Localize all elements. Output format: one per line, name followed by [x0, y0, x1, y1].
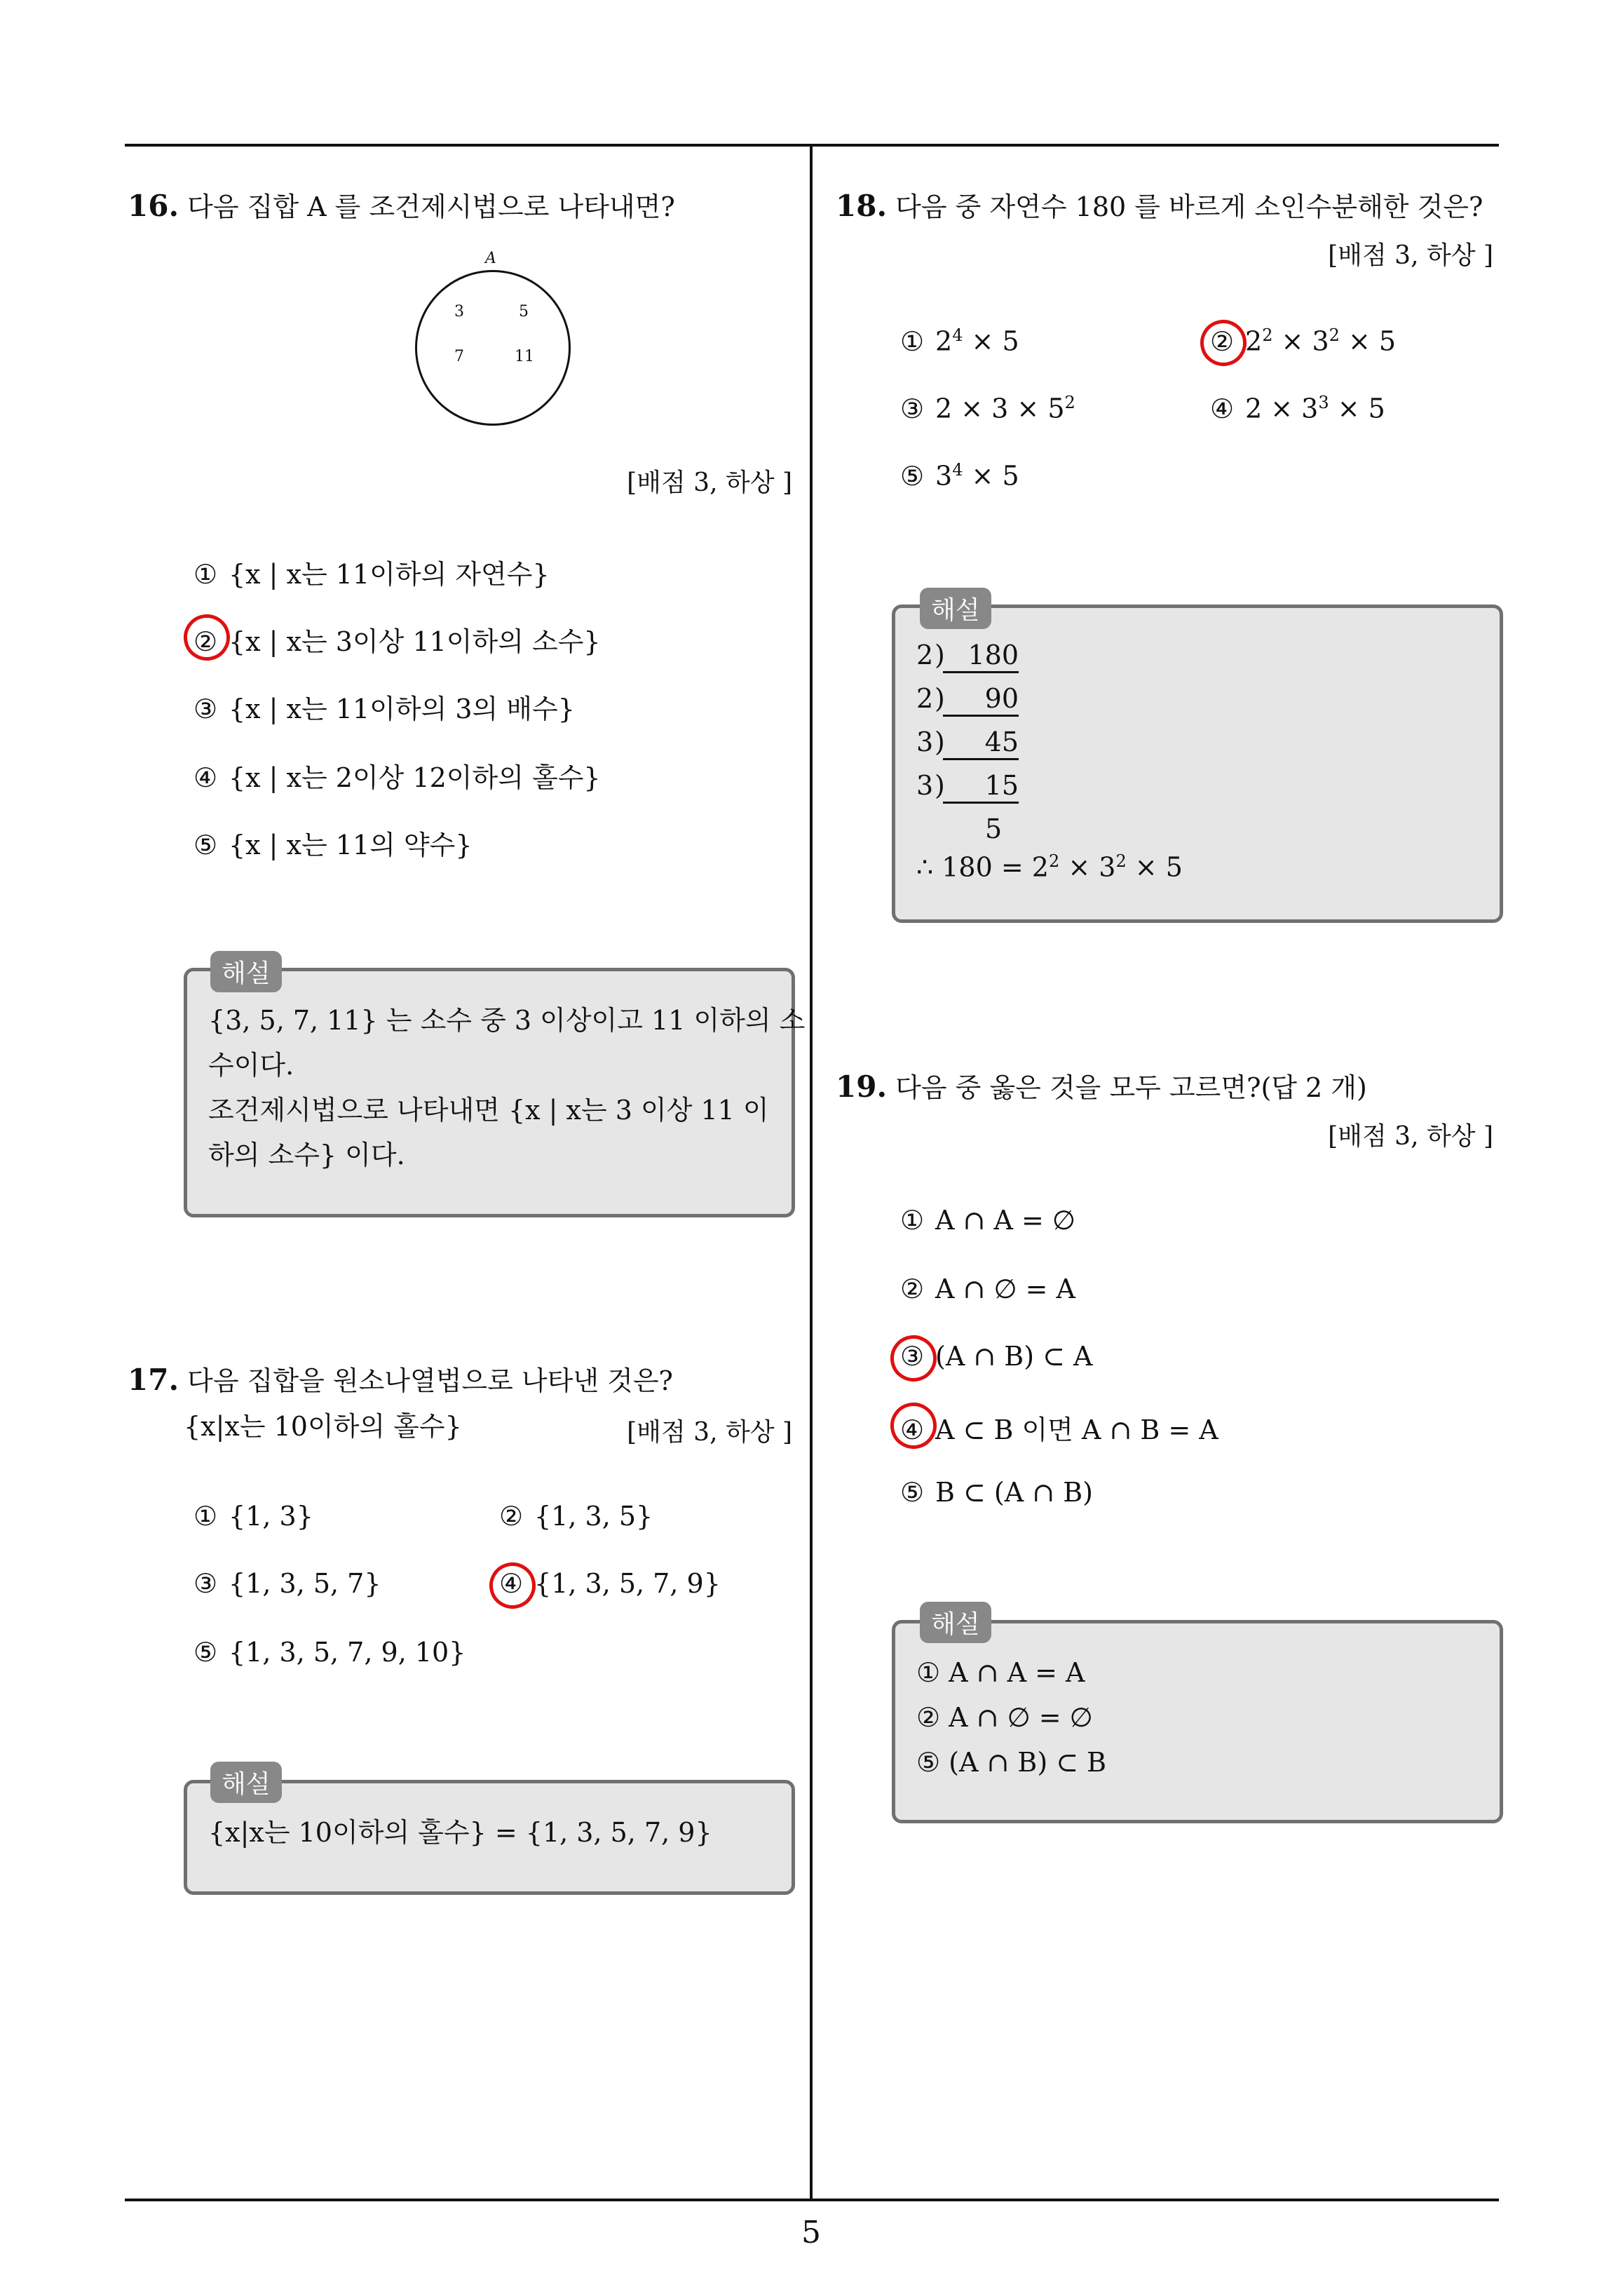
score-label: [배점 3, 하상 ] — [1328, 1122, 1493, 1151]
solution-line: ⑤ (A ∩ B) ⊂ B — [916, 1747, 1107, 1778]
option-4[interactable]: ④ A ⊂ B 이면 A ∩ B = A — [900, 1414, 1218, 1445]
solution-line: {3, 5, 7, 11} 는 소수 중 3 이상이고 11 이하의 소 — [208, 1005, 806, 1036]
solution-tab: 해설 — [210, 1762, 282, 1803]
option-1[interactable]: ① $2^4 \times 5$ — [900, 325, 1019, 357]
question-19 — [836, 1069, 1367, 1106]
column-divider — [810, 145, 813, 2200]
option-1[interactable]: ① {1, 3} — [193, 1501, 313, 1532]
division-step: 2) 180 — [916, 633, 1479, 677]
division-step: 3) 45 — [916, 720, 1479, 764]
solution-box — [892, 1620, 1503, 1823]
venn-diagram — [415, 270, 571, 426]
score-label: [배점 3, 하상 ] — [627, 468, 792, 497]
question-text: 다음 집합을 원소나열법으로 나타낸 것은? — [187, 1365, 673, 1396]
score-label: [배점 3, 하상 ] — [627, 1418, 792, 1447]
question-set: {x|x는 10이하의 홀수} — [184, 1411, 462, 1442]
solution-line: {x|x는 10이하의 홀수} = {1, 3, 5, 7, 9} — [208, 1817, 712, 1848]
option-4[interactable]: ④ $2 \times 3^3 \times 5$ — [1210, 393, 1385, 424]
question-number: 19. — [836, 1069, 888, 1104]
question-text: 다음 중 옳은 것을 모두 고르면?(답 2 개) — [895, 1072, 1367, 1103]
answer-circle-mark — [485, 1558, 540, 1613]
question-number: 17. — [128, 1363, 179, 1397]
option-2[interactable]: ② $2^2 \times 3^2 \times 5$ — [1210, 325, 1397, 357]
option-5[interactable]: ⑤ {x | x는 11의 약수} — [193, 830, 473, 860]
option-2[interactable]: ② {x | x는 3이상 11이하의 소수} — [193, 626, 601, 657]
venn-element: 11 — [515, 348, 534, 365]
venn-element: 5 — [519, 303, 529, 320]
option-2[interactable]: ② {1, 3, 5} — [499, 1501, 653, 1532]
question-text: 다음 중 자연수 180 를 바르게 소인수분해한 것은? — [895, 191, 1483, 222]
venn-element: 7 — [454, 348, 464, 365]
solution-tab: 해설 — [920, 1602, 991, 1643]
option-4[interactable]: ④ {1, 3, 5, 7, 9} — [499, 1568, 721, 1599]
option-3[interactable]: ③ {x | x는 11이하의 3의 배수} — [193, 694, 575, 724]
solution-line: 조건제시법으로 나타내면 {x | x는 3 이상 11 이 — [208, 1095, 769, 1126]
option-4[interactable]: ④ {x | x는 2이상 12이하의 홀수} — [193, 762, 601, 793]
division-step: 2) 90 — [916, 677, 1479, 720]
option-5[interactable]: ⑤ {1, 3, 5, 7, 9, 10} — [193, 1637, 466, 1668]
question-18 — [836, 188, 1483, 225]
question-16 — [128, 188, 675, 225]
venn-label: A — [485, 250, 496, 267]
question-17 — [128, 1362, 673, 1399]
option-5[interactable]: ⑤ B ⊂ (A ∩ B) — [900, 1477, 1093, 1508]
division-remainder: 5 — [985, 813, 1003, 844]
option-1[interactable]: ① {x | x는 11이하의 자연수} — [193, 559, 550, 590]
option-3[interactable]: ③ $2 \times 3 \times 5^2$ — [900, 393, 1075, 424]
solution-tab: 해설 — [920, 588, 991, 629]
answer-circle-mark — [1196, 316, 1251, 370]
solution-line: ② A ∩ ∅ = ∅ — [916, 1702, 1093, 1733]
question-number: 16. — [128, 189, 179, 223]
page-number: 5 — [801, 2215, 821, 2250]
solution-box — [892, 605, 1503, 923]
bottom-rule — [125, 2199, 1499, 2201]
answer-circle-mark — [886, 1331, 941, 1386]
option-1[interactable]: ① A ∩ A = ∅ — [900, 1205, 1075, 1236]
option-3[interactable]: ③ (A ∩ B) ⊂ A — [900, 1341, 1093, 1372]
question-number: 18. — [836, 189, 888, 223]
solution-line: ① A ∩ A = A — [916, 1657, 1085, 1688]
question-text: 다음 집합 A 를 조건제시법으로 나타내면? — [187, 191, 675, 222]
venn-element: 3 — [454, 303, 464, 320]
score-label: [배점 3, 하상 ] — [1328, 241, 1493, 270]
option-2[interactable]: ② A ∩ ∅ = A — [900, 1274, 1075, 1304]
solution-conclusion: ∴ $180 = 2^2 \times 3^2 \times 5$ — [916, 851, 1183, 883]
solution-tab: 해설 — [210, 951, 282, 992]
solution-line: 수이다. — [208, 1050, 294, 1081]
option-5[interactable]: ⑤ $3^4 \times 5$ — [900, 460, 1019, 492]
division-step: 3) 15 — [916, 764, 1479, 807]
option-3[interactable]: ③ {1, 3, 5, 7} — [193, 1568, 381, 1599]
solution-line: 하의 소수} 이다. — [208, 1140, 405, 1170]
solution-box — [184, 968, 806, 1217]
